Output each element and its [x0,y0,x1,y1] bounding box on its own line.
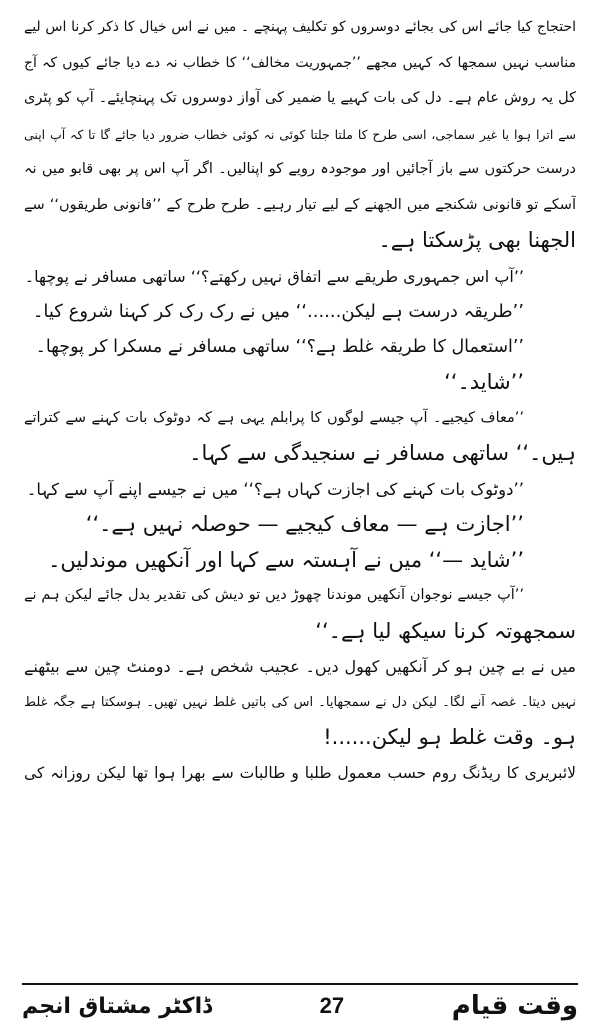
text-line-6: آسکے تو قانونی شکنجے میں الجھنے کے لیے تیار رہیے۔ طرح طرح کے ’’قانونی طریقوں‘‘ سے [24,196,576,213]
text-line-7: الجھنا بھی پڑسکتا ہے۔ [378,228,576,252]
page-footer [22,986,578,1026]
text-line-17: ’’آپ جیسے نوجوان آنکھیں موندنا چھوڑ دیں تو دیش کی تقدیر بدل جائے لیکن ہم نے [24,587,524,603]
text-line-13: ہیں۔‘‘ ساتھی مسافر نے سنجیدگی سے کہا۔ [189,441,576,465]
text-line-1: احتجاج کیا جائے اس کی بجائے دوسروں کو تکلیف پہنچے ۔ میں نے اس خیال کا ذکر کرنا اس لیے [24,19,576,35]
text-line-14: ’’دوٹوک بات کہنے کی اجازت کہاں ہے؟‘‘ میں نے جیسے اپنے آپ سے کہا۔ [26,479,524,499]
text-line-21: ہو۔ وقت غلط ہو لیکن......! [323,725,576,749]
page-body [24,10,576,979]
text-line-8: ’’آپ اس جمہوری طریقے سے اتفاق نہیں رکھتے؟‘‘ ساتھی مسافر نے پوچھا۔ [24,266,524,286]
text-line-9: ’’طریقہ درست ہے لیکن......‘‘ میں نے رک رک کر کہنا شروع کیا۔ [32,301,524,322]
text-line-19: میں نے بے چین ہو کر آنکھیں کھول دیں۔ عجیب شخص ہے۔ دومنٹ چین سے بیٹھنے [24,657,576,676]
author-name: ڈاکٹر مشتاق انجم [22,993,212,1019]
page-number: 27 [319,993,345,1018]
text-line-4: سے اترا ہوا یا غیر سماجی، اسی طرح کا ملتا جلتا کوئی نہ کوئی خطاب ضرور دیا جائے گا تا کہ آپ اپنی [24,126,576,142]
book-title: وقت قیام [451,991,578,1021]
text-line-18: سمجھوتہ کرنا سیکھ لیا ہے۔‘‘ [315,618,576,643]
text-line-2: مناسب نہیں سمجھا کہ کہیں مجھے ’’جمہوریت مخالف‘‘ کا خطاب نہ دے دیا جائے کیوں کہ آج [24,54,576,71]
footer-divider [22,983,578,985]
text-line-15: ’’اجازت ہے — معاف کیجیے — حوصلہ نہیں ہے۔‘‘ [85,512,524,536]
text-line-3: کل یہ روش عام ہے۔ دل کی بات کہیے یا ضمیر کی آواز دوسروں تک پہنچایئے۔ آپ کو پٹری [24,90,576,106]
text-line-22: لائبریری کا ریڈنگ روم حسب معمول طلبا و طالبات سے بھرا ہوا تھا لیکن روزانہ کی [24,763,576,782]
text-line-5: درست حرکتوں سے باز آجائیں اور موجودہ رویے کو اپنالیں۔ اگر آپ اس پر بھی قابو میں نہ [24,161,576,177]
text-line-20: نہیں دیتا۔ غصہ آنے لگا۔ لیکن دل نے سمجھایا۔ اس کی باتیں غلط نہیں تھیں۔ ہوسکتا ہے جگہ غلط [24,694,576,710]
text-line-11: ’’شاید۔‘‘ [444,370,524,394]
text-line-12: ’’معاف کیجیے۔ آپ جیسے لوگوں کا پرابلم یہی ہے کہ دوٹوک بات کہنے سے کتراتے [24,409,524,426]
text-line-10: ’’استعمال کا طریقہ غلط ہے؟‘‘ ساتھی مسافر نے مسکرا کر پوچھا۔ [35,336,524,357]
text-line-16: ’’شاید —‘‘ میں نے آہستہ سے کہا اور آنکھیں موندلیں۔ [48,547,524,572]
